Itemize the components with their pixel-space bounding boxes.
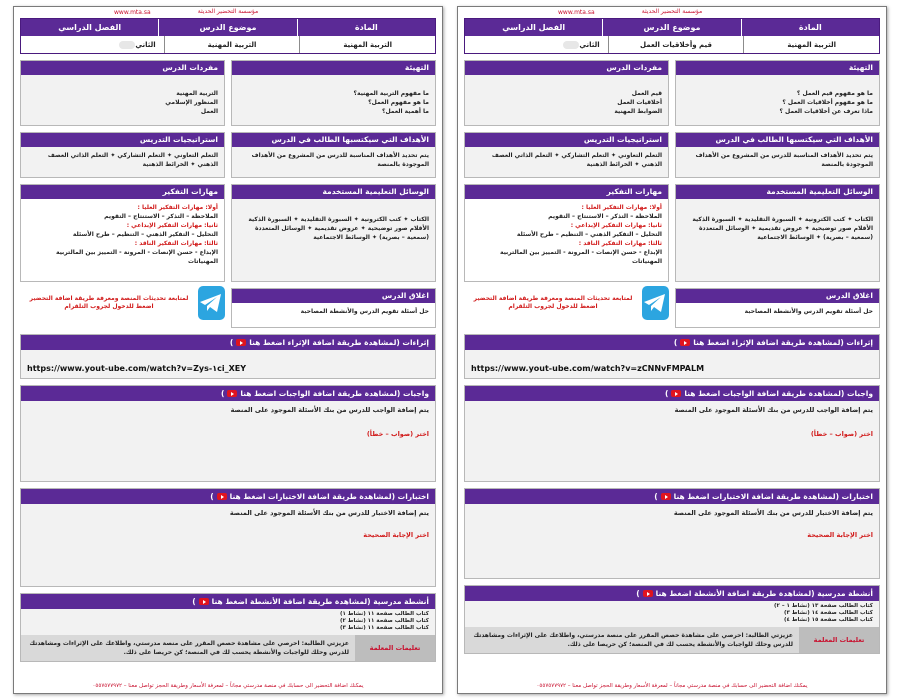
tests-text: يتم إضافة الاختبار للدرس من بنك الأسئلة الموجود على المنصة [673,509,873,517]
lesson-info-table [464,18,880,54]
subject-label: المادة [297,19,435,36]
topic-label: موضوع الدرس [602,19,740,36]
thinking-heading-2: ثانيا: مهارات التفكير الإبداعي : [126,222,218,229]
youtube-icon[interactable] [217,493,227,500]
subject-value: التربية المهنية [299,36,435,53]
aids-heading: الوسائل التعليمية المستخدمة [676,185,879,199]
vocab-line: أخلاقيات العمل [617,99,662,106]
homework-heading[interactable]: واجبات (لمشاهدة طريقة اضافة الواجبات اضغط هنا [684,389,873,398]
vocab-heading: مفردات الدرس [21,61,224,75]
homework-text: يتم إضافة الواجب للدرس من بنك الأسئلة الموجود على المنصة [230,406,429,414]
advice-title: تعليمات المعلمة [355,635,435,661]
page-header-site[interactable]: www.mta.sa [558,9,595,16]
semester-value: الثاني [21,36,164,53]
telegram-text[interactable]: لمتابعة تحديثات المنصة ومعرفة طريقة اضافة التحضير اضغط للدخول لجروب التلقرام [473,295,633,310]
advice-title: تعليمات المعلمة [799,627,879,653]
vocab-line: المنظور الإسلامي [165,99,218,106]
intro-line: ما مفهوم التربية المهنية؟ [353,90,429,97]
goals-heading: الأهداف التي سيكتسبها الطالب في الدرس [676,133,879,147]
activities-section: أنشطة مدرسية (لمشاهدة طريقة اضافة الأنشطة اضغط هنا ) كتاب الطالب صفحة ١١ (نشاط ١) كتاب الطالب صفحة ١١ (نشاط ٢) كتاب الطالب صفحة ١١ (نشاط ٣) تعليمات المعلمة عزيزتي الطالبة: احرصي على مشاهدة حصص المقرر على منصة مدرستي، واطلاعك على الإثراءات ومشاهدتك للدرس وحلك للواجبات والأنشطة يحسب لك في المنصة؛ كن حريصا على ذلك. [20,593,436,662]
homework-heading[interactable]: واجبات (لمشاهدة طريقة اضافة الواجبات اضغط هنا [240,389,429,398]
semester-label: الفصل الدراسي [465,19,602,36]
aids-text: الكتاب ✦ كتب الكترونية ✦ السبورة التقليدية ✦ السبورة الذكية الأقلام صور توضيحية ✦ عروض تقديمية ✦ الوسائل المتعددة (سمعية – بصرية) ✦ الوسائط الاجتماعية [676,199,879,281]
closing-text: حل أسئلة تقويم الدرس والأنشطة المصاحبة [676,303,879,327]
thinking-box [20,184,225,282]
youtube-icon[interactable] [199,598,209,605]
page-header-title: مؤسسة التحضير الحديثة [197,8,259,15]
enrich-section: إثراءات (لمشاهدة طريقة اضافة الإثراء اضغط هنا ) https://www.yout-ube.com/watch?v=Zys-١ci_XEY [20,334,436,379]
tests-text: يتم إضافة الاختبار للدرس من بنك الأسئلة الموجود على المنصة [229,509,429,517]
vocab-heading: مفردات الدرس [465,61,668,75]
topic-value: قيم وأخلاقيات العمل [608,36,744,53]
thinking-text-3: الإبداع - حسن الإنصات - المرونة - التمييز بين المالتربية المهنياتات [499,249,662,265]
activity-line: كتاب الطالب صفحة ١٣ (نشاط ١ – ٢) [774,603,873,609]
tests-choice: اختر الإجابة الصحيحة [807,531,873,539]
intro-line: ماذا تعرف عن أخلاقيات العمل ؟ [779,108,873,115]
topic-label: موضوع الدرس [158,19,296,36]
thinking-heading-3: ثالثا: مهارات التفكير الناقد : [578,240,662,247]
closing-box [231,288,436,328]
aids-box [675,184,880,282]
aids-heading: الوسائل التعليمية المستخدمة [232,185,435,199]
youtube-icon[interactable] [671,390,681,397]
strategies-heading: استراتيجيات التدريس [465,133,668,147]
aids-box [231,184,436,282]
goals-heading: الأهداف التي سيكتسبها الطالب في الدرس [232,133,435,147]
enrich-heading[interactable]: إثراءات (لمشاهدة طريقة اضافة الإثراء اضغط هنا [249,338,429,347]
activity-line: كتاب الطالب صفحة ١١ (نشاط ١) [339,611,429,617]
advice-text: عزيزتي الطالبة: احرصي على مشاهدة حصص المقرر على منصة مدرستي، واطلاعك على الإثراءات ومشاهدتك للدرس وحلك للواجبات والأنشطة يحسب لك في المنصة؛ كن حريصا على ذلك. [21,635,355,661]
activities-heading[interactable]: أنشطة مدرسية (لمشاهدة طريقة اضافة الأنشطة اضغط هنا [211,597,429,606]
aids-text: الكتاب ✦ كتب الكترونية ✦ السبورة التقليدية ✦ السبورة الذكية الأقلام صور توضيحية ✦ عروض تقديمية ✦ الوسائل المتعددة (سمعية – بصرية) ✦ الوسائط الاجتماعية [232,199,435,281]
closing-heading: اغلاق الدرس [676,289,879,303]
page-footer: يمكنك اضافة التحضير الى حسابك في منصة مدرستي مجاناً – لمعرفة الأسعار وطريقة الحجز تواصل معنا – ٠٥٥٧٥٧٧٩٧٢ [536,683,808,689]
thinking-heading: مهارات التفكير [21,185,224,199]
thinking-box [464,184,669,282]
intro-line: ما هو مفهوم قيم العمل ؟ [796,90,873,97]
closing-text: حل أسئلة تقويم الدرس والأنشطة المصاحبة [232,303,435,327]
advice-text: عزيزتي الطالبة: احرصي على مشاهدة حصص المقرر على منصة مدرستي، واطلاعك على الإثراءات ومشاهدتك للدرس وحلك للواجبات والأنشطة يحسب لك في المنصة؛ كن حريصا على ذلك. [465,627,799,653]
page-footer: يمكنك اضافة التحضير الى حسابك في منصة مدرستي مجاناً – لمعرفة الأسعار وطريقة الحجز تواصل معنا – ٠٥٥٧٥٧٧٩٧٢ [92,683,364,689]
intro-box [231,60,436,126]
intro-line: ما هو مفهوم أخلاقيات العمل ؟ [782,99,873,106]
strategies-box [464,132,669,178]
redacted-blur [563,41,579,49]
thinking-text-3: الإبداع - حسن الإنصات - المرونة - التمييز بين المالتربية المهنياتات [55,249,218,265]
thinking-heading-3: ثالثا: مهارات التفكير الناقد : [134,240,218,247]
subject-value: التربية المهنية [743,36,879,53]
strategies-heading: استراتيجيات التدريس [21,133,224,147]
tests-section: اختبارات (لمشاهدة طريقة اضافة الاختبارات اضغط هنا ) يتم إضافة الاختبار للدرس من بنك الأسئلة الموجود على المنصة اختر الإجابة الصحيحة [464,488,880,579]
goals-text: يتم تحديد الأهداف المناسبة للدرس من المشروع من الأهداف الموجودة بالمنصة [676,147,879,177]
homework-section: واجبات (لمشاهدة طريقة اضافة الواجبات اضغط هنا ) يتم إضافة الواجب للدرس من بنك الأسئلة الموجود على المنصة اختر (صواب – خطأ) [20,385,436,482]
vocab-line: الضوابط المهنية [614,108,662,115]
telegram-icon[interactable] [642,286,669,320]
goals-text: يتم تحديد الأهداف المناسبة للدرس من المشروع من الأهداف الموجودة بالمنصة [232,147,435,177]
vocab-line: التربية المهنية [176,90,218,97]
topic-value: التربية المهنية [164,36,300,53]
youtube-icon[interactable] [680,339,690,346]
intro-box [675,60,880,126]
telegram-icon[interactable] [198,286,225,320]
intro-line: ما هو مفهوم العمل؟ [368,99,429,106]
activity-line: كتاب الطالب صفحة ١٤ (نشاط ٣) [783,610,873,616]
strategies-box [20,132,225,178]
strategies-text: التعلم التعاوني ✦ التعلم التشاركي ✦ التعلم الذاتي العصف الذهني ✦ الخرائط الذهنية [465,147,668,177]
homework-text: يتم إضافة الواجب للدرس من بنك الأسئلة الموجود على المنصة [674,406,873,414]
lesson-page-2 [457,6,887,694]
youtube-icon[interactable] [661,493,671,500]
activity-line: كتاب الطالب صفحة ١١ (نشاط ٣) [339,625,429,631]
telegram-text[interactable]: لمتابعة تحديثات المنصة ومعرفة طريقة اضافة التحضير اضغط للدخول لجروب التلقرام [29,295,189,310]
enrich-heading[interactable]: إثراءات (لمشاهدة طريقة اضافة الإثراء اضغط هنا [693,338,873,347]
intro-heading: التهيئة [232,61,435,75]
homework-section: واجبات (لمشاهدة طريقة اضافة الواجبات اضغط هنا ) يتم إضافة الواجب للدرس من بنك الأسئلة الموجود على المنصة اختر (صواب – خطأ) [464,385,880,482]
subject-label: المادة [741,19,879,36]
activity-line: كتاب الطالب صفحة ١١ (نشاط ٢) [339,618,429,624]
tests-choice: اختر الإجابة الصحيحة [363,531,429,539]
thinking-heading-2: ثانيا: مهارات التفكير الإبداعي : [570,222,662,229]
tests-section: اختبارات (لمشاهدة طريقة اضافة الاختبارات اضغط هنا ) يتم إضافة الاختبار للدرس من بنك الأسئلة الموجود على المنصة اختر الإجابة الصحيحة [20,488,436,587]
thinking-heading-1: أولا: مهارات التفكير العليا : [137,204,218,211]
homework-choice: اختر (صواب – خطأ) [366,430,429,438]
goals-box [675,132,880,178]
youtube-icon[interactable] [236,339,246,346]
redacted-blur [119,41,135,49]
page-header-title: مؤسسة التحضير الحديثة [641,8,703,15]
vocab-line: العمل [200,108,218,115]
vocab-box [464,60,669,126]
homework-choice: اختر (صواب – خطأ) [810,430,873,438]
intro-heading: التهيئة [676,61,879,75]
goals-box [231,132,436,178]
activities-section: أنشطة مدرسية (لمشاهدة طريقة اضافة الأنشطة اضغط هنا ) كتاب الطالب صفحة ١٣ (نشاط ١ – ٢) كتاب الطالب صفحة ١٤ (نشاط ٣) كتاب الطالب صفحة ١٥ (نشاط ٤) تعليمات المعلمة عزيزتي الطالبة: احرصي على مشاهدة حصص المقرر على منصة مدرستي، واطلاعك على الإثراءات ومشاهدتك للدرس وحلك للواجبات والأنشطة يحسب لك في المنصة؛ كن حريصا على ذلك. [464,585,880,654]
semester-label: الفصل الدراسي [21,19,158,36]
thinking-heading-1: أولا: مهارات التفكير العليا : [581,204,662,211]
activity-line: كتاب الطالب صفحة ١٥ (نشاط ٤) [783,617,873,623]
strategies-text: التعلم التعاوني ✦ التعلم التشاركي ✦ التعلم الذاتي العصف الذهني ✦ الخرائط الذهنية [21,147,224,177]
thinking-heading: مهارات التفكير [465,185,668,199]
thinking-text-1: الملاحظة – التذكر – الاستنتاج – التقويم [104,213,218,220]
semester-value: الثاني [465,36,608,53]
tests-heading[interactable]: اختبارات (لمشاهدة طريقة اضافة الاختبارات اضغط هنا [673,492,873,501]
vocab-box [20,60,225,126]
closing-heading: اغلاق الدرس [232,289,435,303]
telegram-promo[interactable] [464,282,669,324]
page-header-site[interactable]: www.mta.sa [114,9,151,16]
tests-heading[interactable]: اختبارات (لمشاهدة طريقة اضافة الاختبارات اضغط هنا [229,492,429,501]
thinking-text-2: التحليل – التفكير الذهني – التنظيم – طرح الأسئلة [72,231,218,238]
enrich-url[interactable]: https://www.yout-ube.com/watch?v=zCNNvFMPALM [471,364,705,373]
activities-heading[interactable]: أنشطة مدرسية (لمشاهدة طريقة اضافة الأنشطة اضغط هنا [655,589,873,598]
closing-box [675,288,880,328]
lesson-info-table [20,18,436,54]
vocab-line: قيم العمل [631,90,662,97]
thinking-text-2: التحليل – التفكير الذهني – التنظيم – طرح الأسئلة [516,231,662,238]
intro-line: ما أهمية العمل؟ [381,108,429,115]
enrich-url[interactable]: https://www.yout-ube.com/watch?v=Zys-١ci_XEY [27,364,247,373]
telegram-promo[interactable] [20,282,225,324]
enrich-section: إثراءات (لمشاهدة طريقة اضافة الإثراء اضغط هنا ) https://www.yout-ube.com/watch?v=zCNNvFMPALM [464,334,880,379]
lesson-page-1 [13,6,443,694]
youtube-icon[interactable] [227,390,237,397]
thinking-text-1: الملاحظة – التذكر – الاستنتاج – التقويم [548,213,662,220]
youtube-icon[interactable] [643,590,653,597]
